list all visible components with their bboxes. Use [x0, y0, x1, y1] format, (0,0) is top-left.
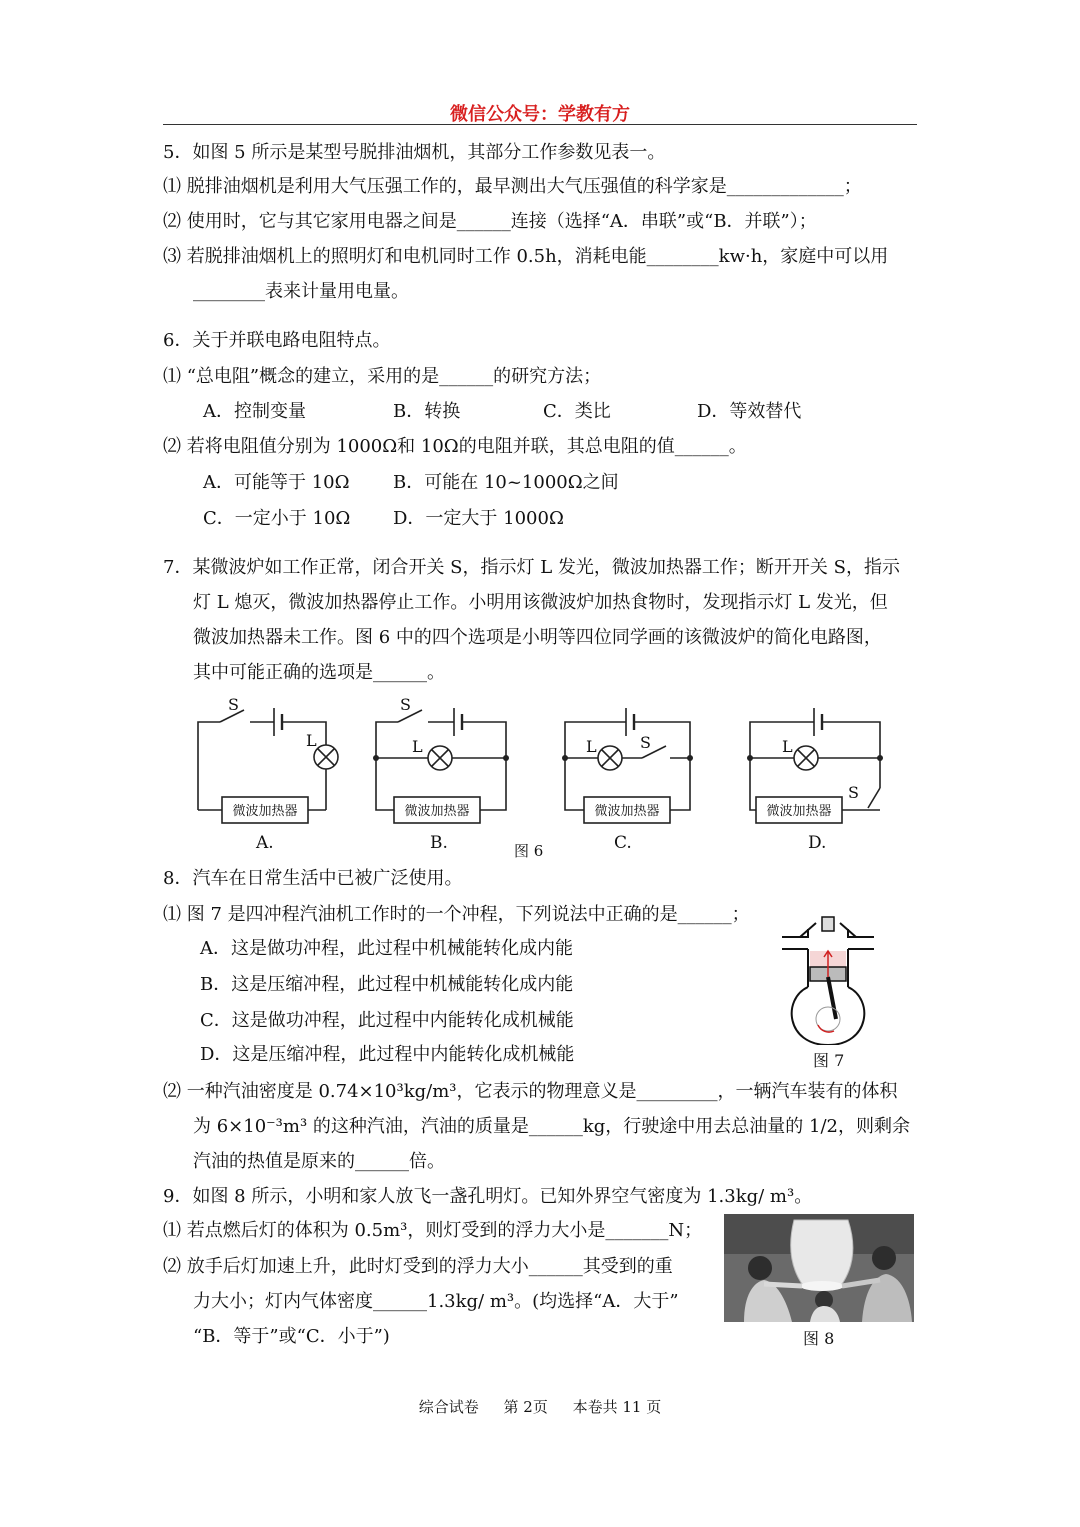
q8-part1: ⑴ 图 7 是四冲程汽油机工作时的一个冲程，下列说法中正确的是______；	[163, 904, 750, 925]
page-header-title: 微信公众号：学教有方	[450, 104, 630, 125]
q5-part1: ⑴ 脱排油烟机是利用大气压强工作的，最早测出大气压强值的科学家是_____________；	[163, 176, 862, 197]
circuit-b-lamp-label: L	[412, 737, 423, 756]
circuit-b-option-label: B.	[430, 833, 448, 853]
circuit-a-lamp-label: L	[306, 731, 317, 750]
q6-part2-option-b: B．可能在 10~1000Ω之间	[393, 472, 619, 493]
q6-stem: 6．关于并联电路电阻特点。	[163, 330, 391, 351]
q8-part2-line1: ⑵ 一种汽油密度是 0.74×10³kg/m³，它表示的物理意义是_________，一辆汽车装有的体积	[163, 1081, 898, 1102]
circuit-c-option-label: C.	[614, 833, 632, 853]
footer-exam-name: 综合试卷	[418, 1398, 479, 1416]
q7-line3: 微波加热器未工作。图 6 中的四个选项是小明等四位同学画的该微波炉的简化电路图，	[193, 627, 882, 648]
circuit-d-heater-label: 微波加热器	[766, 804, 832, 819]
circuit-c-lamp-label: L	[586, 737, 597, 756]
q6-part1: ⑴ “总电阻”概念的建立，采用的是______的研究方法；	[163, 366, 602, 387]
q5-part3-line2: ________表来计量用电量。	[193, 281, 409, 302]
q7-line2: 灯 L 熄灭，微波加热器停止工作。小明用该微波炉加热食物时，发现指示灯 L 发光，但	[193, 592, 888, 613]
q6-part2-option-c: C．一定小于 10Ω	[203, 508, 351, 529]
circuit-d-option-label: D.	[808, 833, 827, 853]
q8-part1-option-d: D．这是压缩冲程，此过程中内能转化成机械能	[200, 1044, 575, 1065]
q9-part2-line2: 力大小；灯内气体密度______1.3kg/ m³。(均选择“A．大于”	[193, 1291, 679, 1312]
q9-part2-line1: ⑵ 放手后灯加速上升，此时灯受到的浮力大小______其受到的重	[163, 1256, 673, 1277]
footer-total-pages: 本卷共 11 页	[572, 1398, 662, 1416]
q6-part1-option-a: A．控制变量	[203, 401, 306, 422]
circuit-b-heater-label: 微波加热器	[404, 804, 470, 819]
circuit-a-heater-label: 微波加热器	[232, 804, 298, 819]
q6-part2-option-a: A．可能等于 10Ω	[203, 472, 350, 493]
circuit-a-switch-label: S	[228, 695, 239, 714]
circuit-b-switch-label: S	[400, 695, 411, 714]
circuit-d-switch-label: S	[848, 783, 859, 802]
q8-part1-option-b: B．这是压缩冲程，此过程中机械能转化成内能	[200, 974, 574, 995]
page-footer	[0, 1396, 1080, 1417]
q7-line1: 7．某微波炉如工作正常，闭合开关 S，指示灯 L 发光，微波加热器工作；断开开关 S，指示	[163, 557, 900, 578]
q6-part1-option-c: C．类比	[543, 401, 611, 422]
q5-part2: ⑵ 使用时，它与其它家用电器之间是______连接（选择“A．串联”或“B．并联”）；	[163, 211, 817, 232]
circuit-c-heater-label: 微波加热器	[594, 804, 660, 819]
figure-7-engine-diagram	[778, 915, 878, 1045]
q9-stem: 9．如图 8 所示，小明和家人放飞一盏孔明灯。已知外界空气密度为 1.3kg/ m³。	[163, 1186, 813, 1207]
q8-stem: 8．汽车在日常生活中已被广泛使用。	[163, 868, 463, 889]
q8-part2-line2: 为 6×10⁻³m³ 的这种汽油，汽油的质量是______kg，行驶途中用去总油量的 1/2，则剩余	[193, 1116, 910, 1137]
q7-line4: 其中可能正确的选项是______。	[193, 662, 445, 683]
q9-part2-line3: “B．等于”或“C．小于”)	[193, 1326, 390, 1347]
q6-part1-option-b: B．转换	[393, 401, 461, 422]
figure-8-sky-lantern-photo	[724, 1214, 914, 1322]
header-rule	[163, 124, 917, 125]
q5-stem: 5．如图 5 所示是某型号脱排油烟机，其部分工作参数见表一。	[163, 142, 666, 163]
q8-part1-option-a: A．这是做功冲程，此过程中机械能转化成内能	[200, 938, 573, 959]
circuit-a-option-label: A.	[256, 833, 274, 853]
q5-part3-line1: ⑶ 若脱排油烟机上的照明灯和电机同时工作 0.5h，消耗电能________kw·h，家庭中可以用	[163, 246, 889, 267]
q8-part1-option-c: C．这是做功冲程，此过程中内能转化成机械能	[200, 1010, 574, 1031]
footer-page-number: 第 2页	[503, 1398, 548, 1416]
q8-part2-line3: 汽油的热值是原来的______倍。	[193, 1151, 445, 1172]
circuit-d-lamp-label: L	[782, 737, 793, 756]
figure-6-caption: 图 6	[514, 842, 544, 860]
figure-6-circuits	[180, 688, 910, 863]
figure-7-caption: 图 7	[813, 1051, 845, 1070]
circuit-c-switch-label: S	[640, 733, 651, 752]
q9-part1: ⑴ 若点燃后灯的体积为 0.5m³，则灯受到的浮力大小是_______N；	[163, 1220, 703, 1241]
q6-part1-option-d: D．等效替代	[697, 401, 802, 422]
q6-part2: ⑵ 若将电阻值分别为 1000Ω和 10Ω的电阻并联，其总电阻的值______。	[163, 436, 747, 457]
figure-8-caption: 图 8	[803, 1329, 835, 1348]
q6-part2-option-d: D．一定大于 1000Ω	[393, 508, 564, 529]
